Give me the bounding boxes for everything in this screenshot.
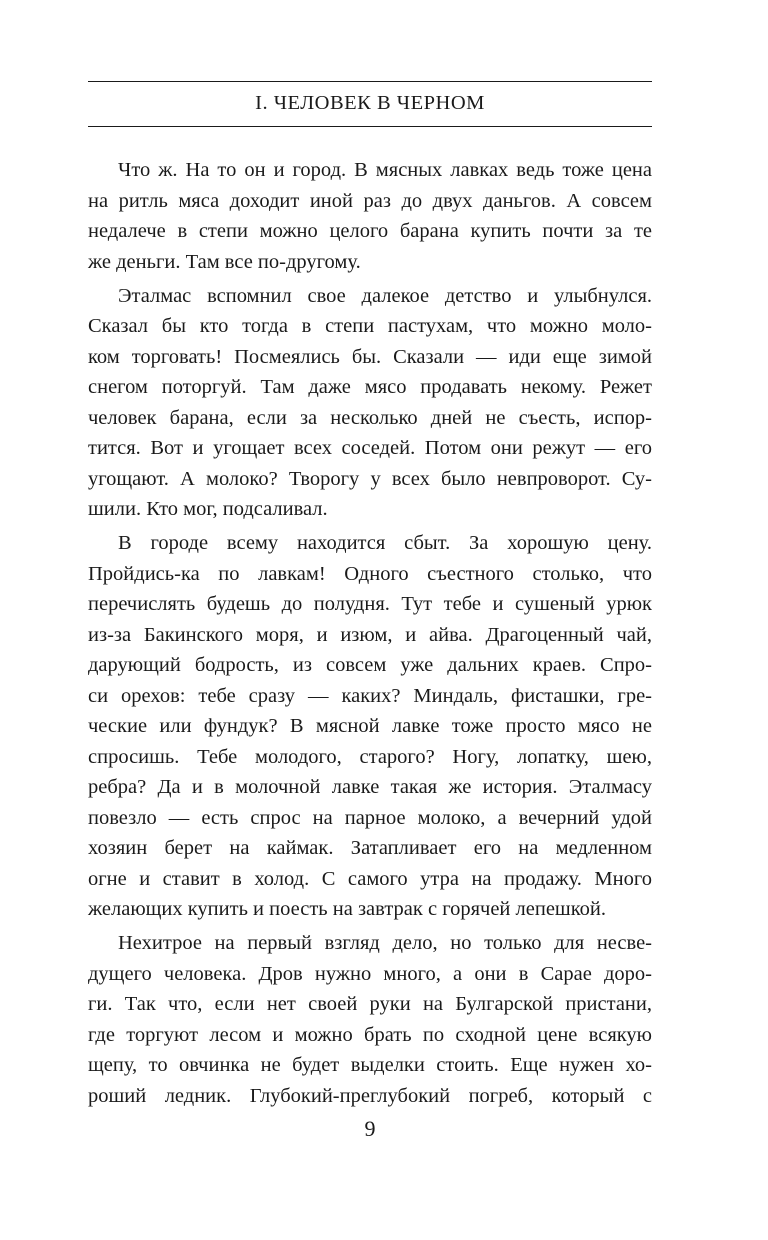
text-line: недалече в степи можно целого барана купить почти за те xyxy=(88,220,652,242)
text-line: угощают. А молоко? Творогу у всех было невпроворот. Су- xyxy=(88,467,652,490)
text-line: хозяин берет на каймак. Затапливает его на медленном xyxy=(88,837,652,859)
header-rule-bottom xyxy=(88,126,652,127)
text-line: снегом поторгуй. Там даже мясо продавать некому. Режет xyxy=(88,376,652,398)
text-line: си орехов: тебе сразу — каких? Миндаль, фисташки, гре- xyxy=(88,684,652,707)
text-line: ребра? Да и в молочной лавке такая же история. Эталмасу xyxy=(88,776,652,798)
text-line: дущего человека. Дров нужно много, а они в Сарае доро- xyxy=(88,962,652,985)
text-line: огне и ставит в холод. С самого утра на продажу. Много xyxy=(88,867,652,890)
text-line: Нехитрое на первый взгляд дело, но только для несве- xyxy=(118,932,652,954)
text-line: шили. Кто мог, подсаливал. xyxy=(88,498,328,520)
text-line: человек барана, если за несколько дней не съесть, испор- xyxy=(88,406,652,429)
text-line: повезло — есть спрос на парное молоко, а вечерний удой xyxy=(88,806,652,829)
text-line: дарующий бодрость, из совсем уже дальних краев. Спро- xyxy=(88,654,652,676)
text-line: Сказал бы кто тогда в степи пастухам, что можно моло- xyxy=(88,315,652,337)
text-line: ком торговать! Посмеялись бы. Сказали — иди еще зимой xyxy=(88,345,652,368)
page-number: 9 xyxy=(364,1116,376,1141)
text-line: Эталмас вспомнил свое далекое детство и улыбнулся. xyxy=(118,284,652,307)
body-text xyxy=(88,155,652,1111)
text-line: желающих купить и поесть на завтрак с горячей лепешкой. xyxy=(88,898,606,920)
text-line: роший ледник. Глубокий-преглубокий погреб, который с xyxy=(88,1084,652,1107)
text-line: тится. Вот и угощает всех соседей. Потом они режут — его xyxy=(88,437,652,459)
text-line: на ритль мяса доходит иной раз до двух даньгов. А совсем xyxy=(88,189,652,212)
header-rule-top xyxy=(88,81,652,82)
text-line: из-за Бакинского моря, и изюм, и айва. Драгоценный чай, xyxy=(88,623,652,646)
text-line: Пройдись-ка по лавкам! Одного съестного столько, что xyxy=(88,562,652,585)
text-line: Что ж. На то он и город. В мясных лавках ведь тоже цена xyxy=(118,159,652,181)
text-line: ги. Так что, если нет своей руки на Булгарской пристани, xyxy=(88,993,652,1015)
text-line: перечислять будешь до полудня. Тут тебе и сушеный урюк xyxy=(88,593,652,615)
text-line: же деньги. Там все по-другому. xyxy=(88,250,361,273)
text-line: ческие или фундук? В мясной лавке тоже просто мясо не xyxy=(88,715,652,737)
text-line: спросишь. Тебе молодого, старого? Ногу, лопатку, шею, xyxy=(88,745,652,768)
text-line: щепу, то овчинка не будет выделки стоить. Еще нужен хо- xyxy=(88,1054,652,1076)
running-head: I. ЧЕЛОВЕК В ЧЕРНОМ xyxy=(255,92,485,114)
text-line: В городе всему находится сбыт. За хорошую цену. xyxy=(118,532,652,554)
text-line: где торгуют лесом и можно брать по сходной цене всякую xyxy=(88,1023,652,1046)
